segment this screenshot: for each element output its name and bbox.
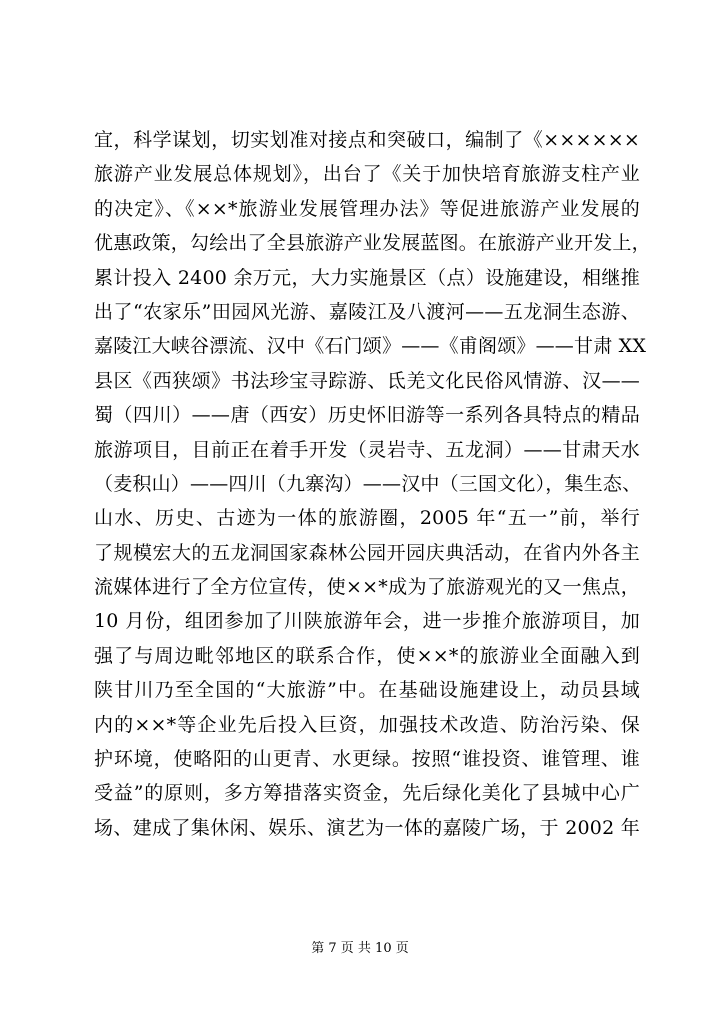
text-line: 山水、历史、古迹为一体的旅游圈，2005 年“五一”前，举行 <box>94 507 640 530</box>
text-line: 优惠政策，勾绘出了全县旅游产业发展蓝图。在旅游产业开发上， <box>94 232 651 255</box>
text-line: 宜，科学谋划，切实划准对接点和突破口，编制了《×××××× <box>94 129 640 151</box>
text-line: 出了“农家乐”田园风光游、嘉陵江及八渡河——五龙洞生态游、 <box>94 300 640 323</box>
text-line: 强了与周边毗邻地区的联系合作，使××*的旅游业全面融入到 <box>94 644 640 667</box>
page-number-footer: 第 7 页 共 10 页 <box>311 941 409 956</box>
text-line: 累计投入 2400 余万元，大力实施景区（点）设施建设，相继推 <box>94 266 640 289</box>
text-line: 嘉陵江大峡谷漂流、汉中《石门颂》——《甫阁颂》——甘肃 XX <box>94 335 647 358</box>
text-line: 内的××*等企业先后投入巨资，加强技术改造、防治污染、保 <box>94 713 640 736</box>
text-line: 10 月份，组团参加了川陕旅游年会，进一步推介旅游项目，加 <box>94 610 640 633</box>
text-line: 场、建成了集休闲、娱乐、演艺为一体的嘉陵广场，于 2002 年 <box>94 816 640 839</box>
text-line: 了规模宏大的五龙洞国家森林公园开园庆典活动，在省内外各主 <box>94 541 640 564</box>
text-line: 护环境，使略阳的山更青、水更绿。按照“谁投资、谁管理、谁 <box>94 748 640 771</box>
text-line: 的决定》、《××*旅游业发展管理办法》等促进旅游产业发展的 <box>94 197 640 220</box>
text-line: 旅游项目，目前正在着手开发（灵岩寺、五龙洞）——甘肃天水 <box>94 438 640 461</box>
text-line: 县区《西狭颂》书法珍宝寻踪游、氐羌文化民俗风情游、汉—— <box>94 369 640 392</box>
text-line: 旅游产业发展总体规划》，出台了《关于加快培育旅游支柱产业 <box>94 163 640 186</box>
text-line: 受益”的原则，多方筹措落实资金，先后绿化美化了县城中心广 <box>94 782 640 805</box>
text-line: 流媒体进行了全方位宣传，使××*成为了旅游观光的又一焦点， <box>94 576 640 599</box>
text-line: 蜀（四川）——唐（西安）历史怀旧游等一系列各具特点的精品 <box>94 404 640 427</box>
document-body <box>94 129 651 852</box>
text-line: 陕甘川乃至全国的“大旅游”中。在基础设施建设上，动员县域 <box>94 679 640 702</box>
text-line: （麦积山）——四川（九寨沟）——汉中（三国文化），集生态、 <box>94 472 642 495</box>
